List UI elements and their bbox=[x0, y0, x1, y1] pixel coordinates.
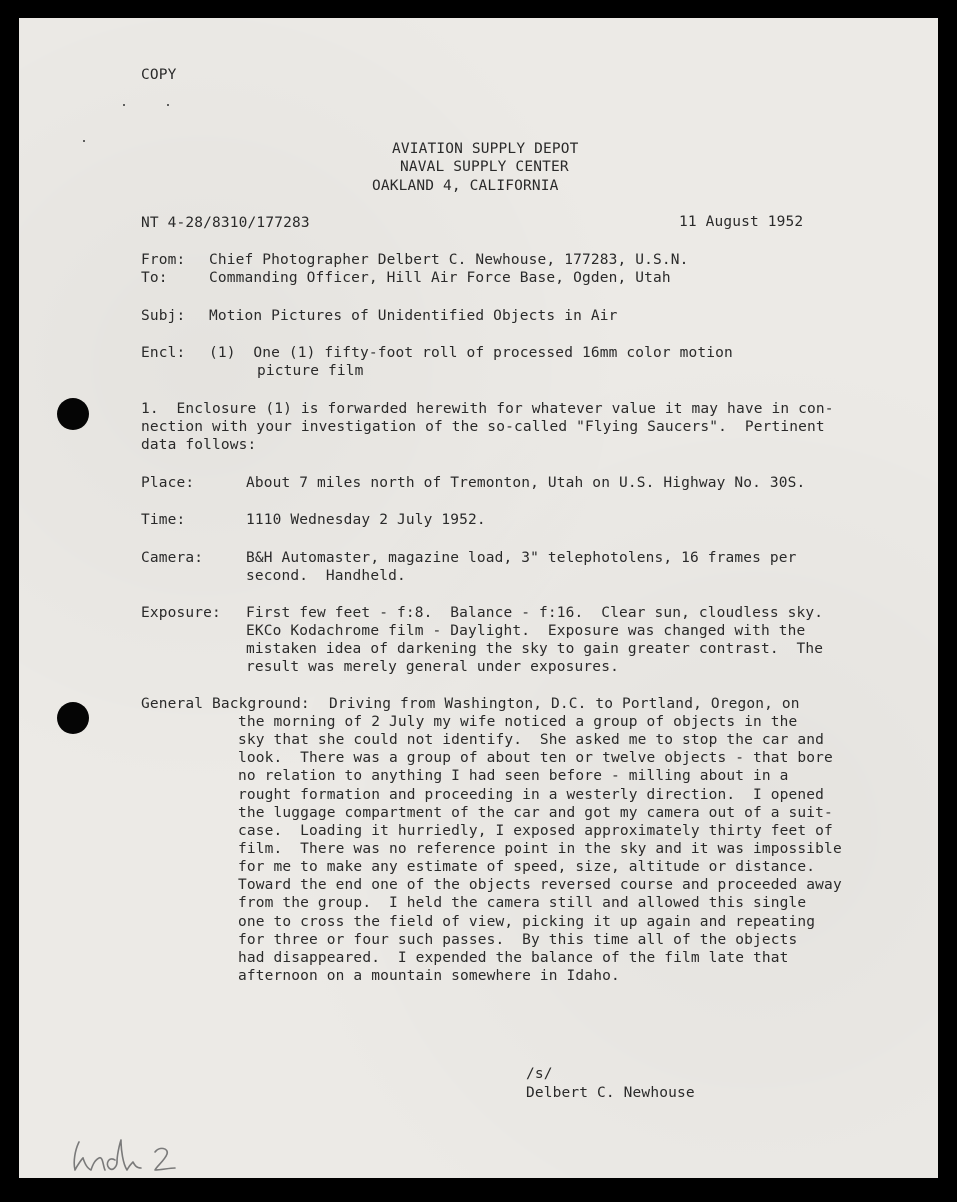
to-label: To: bbox=[141, 270, 168, 286]
background-line: had disappeared. I expended the balance of the film late that bbox=[238, 950, 789, 966]
background-line: for me to make any estimate of speed, size, altitude or distance. bbox=[238, 859, 816, 875]
background-line: the luggage compartment of the car and got my camera out of a suit- bbox=[238, 805, 833, 821]
background-line: Toward the end one of the objects reversed course and proceeded away bbox=[238, 877, 842, 893]
background-line: for three or four such passes. By this time all of the objects bbox=[238, 932, 798, 948]
exposure-line-1: First few feet - f:8. Balance - f:16. Clear sun, cloudless sky. bbox=[246, 605, 824, 621]
exposure-line-2: EKCo Kodachrome film - Daylight. Exposure was changed with the bbox=[246, 623, 806, 639]
background-line: look. There was a group of about ten or twelve objects - that bore bbox=[238, 750, 833, 766]
paper-speck bbox=[167, 104, 169, 106]
para1-line-2: nection with your investigation of the so-called "Flying Saucers". Pertinent bbox=[141, 419, 825, 435]
to-value: Commanding Officer, Hill Air Force Base, Ogden, Utah bbox=[209, 270, 671, 286]
punch-hole-icon bbox=[57, 398, 89, 430]
background-line: from the group. I held the camera still and allowed this single bbox=[238, 895, 807, 911]
letterhead-line-2: NAVAL SUPPLY CENTER bbox=[400, 159, 569, 175]
letterhead-line-3: OAKLAND 4, CALIFORNIA bbox=[372, 178, 559, 194]
para1-line-3: data follows: bbox=[141, 437, 257, 453]
handwritten-note bbox=[69, 1136, 199, 1176]
background-line: one to cross the field of view, picking it up again and repeating bbox=[238, 914, 816, 930]
copy-mark: COPY bbox=[141, 67, 177, 83]
camera-line-1: B&H Automaster, magazine load, 3" telephotolens, 16 frames per bbox=[246, 550, 797, 566]
signature-name: Delbert C. Newhouse bbox=[526, 1085, 695, 1101]
paper-speck bbox=[123, 104, 125, 106]
background-line: the morning of 2 July my wife noticed a group of objects in the bbox=[238, 714, 798, 730]
letterhead-line-1: AVIATION SUPPLY DEPOT bbox=[392, 141, 579, 157]
time-label: Time: bbox=[141, 512, 186, 528]
place-label: Place: bbox=[141, 475, 195, 491]
exposure-label: Exposure: bbox=[141, 605, 221, 621]
document-page bbox=[19, 18, 938, 1178]
from-label: From: bbox=[141, 252, 186, 268]
signature-mark: /s/ bbox=[526, 1066, 553, 1082]
camera-line-2: second. Handheld. bbox=[246, 568, 406, 584]
paper-speck bbox=[83, 140, 85, 142]
punch-hole-icon bbox=[57, 702, 89, 734]
background-line: film. There was no reference point in the sky and it was impossible bbox=[238, 841, 842, 857]
exposure-line-4: result was merely general under exposures. bbox=[246, 659, 619, 675]
place-value: About 7 miles north of Tremonton, Utah on U.S. Highway No. 30S. bbox=[246, 475, 806, 491]
reference-number: NT 4-28/8310/177283 bbox=[141, 215, 310, 231]
background-line: sky that she could not identify. She asked me to stop the car and bbox=[238, 732, 825, 748]
para1-line-1: 1. Enclosure (1) is forwarded herewith for whatever value it may have in con- bbox=[141, 401, 834, 417]
from-value: Chief Photographer Delbert C. Newhouse, 177283, U.S.N. bbox=[209, 252, 689, 268]
background-line: case. Loading it hurriedly, I exposed approximately thirty feet of bbox=[238, 823, 833, 839]
exposure-line-3: mistaken idea of darkening the sky to gain greater contrast. The bbox=[246, 641, 824, 657]
letter-date: 11 August 1952 bbox=[679, 214, 804, 230]
background-line-first: Driving from Washington, D.C. to Portland, Oregon, on bbox=[329, 696, 800, 712]
subj-value: Motion Pictures of Unidentified Objects in Air bbox=[209, 308, 618, 324]
subj-label: Subj: bbox=[141, 308, 186, 324]
background-label: General Background: bbox=[141, 696, 310, 712]
encl-label: Encl: bbox=[141, 345, 186, 361]
encl-line-2: picture film bbox=[257, 363, 364, 379]
background-line: no relation to anything I had seen before - milling about in a bbox=[238, 768, 789, 784]
background-line: afternoon on a mountain somewhere in Idaho. bbox=[238, 968, 620, 984]
background-line: rought formation and proceeding in a westerly direction. I opened bbox=[238, 787, 825, 803]
time-value: 1110 Wednesday 2 July 1952. bbox=[246, 512, 486, 528]
encl-line-1: (1) One (1) fifty-foot roll of processed 16mm color motion bbox=[209, 345, 733, 361]
camera-label: Camera: bbox=[141, 550, 204, 566]
